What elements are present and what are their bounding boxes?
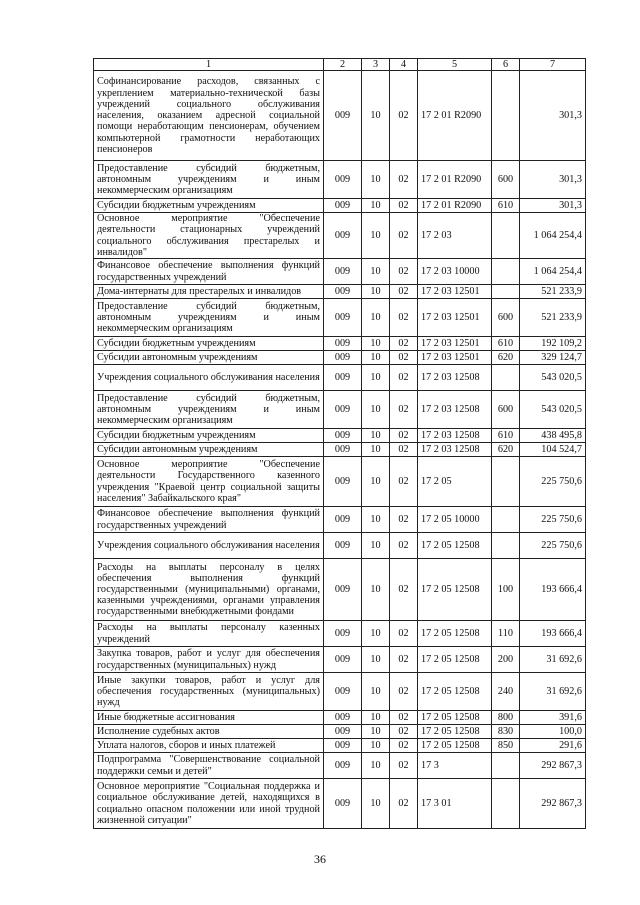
cell-target-article: 17 2 05 12508 [418, 725, 492, 739]
cell-target-article: 17 2 01 R2090 [418, 71, 492, 161]
cell-ministry-code: 009 [324, 725, 362, 739]
table-body [94, 71, 586, 829]
cell-subsection: 02 [390, 213, 418, 259]
cell-subsection: 02 [390, 71, 418, 161]
cell-amount: 543 020,5 [520, 365, 586, 391]
cell-ministry-code: 009 [324, 429, 362, 443]
cell-target-article: 17 2 05 12508 [418, 739, 492, 753]
cell-section: 10 [362, 673, 390, 711]
cell-ministry-code: 009 [324, 337, 362, 351]
cell-subsection: 02 [390, 199, 418, 213]
cell-target-article: 17 2 03 12501 [418, 285, 492, 299]
cell-target-article: 17 2 05 12508 [418, 621, 492, 647]
cell-amount: 192 109,2 [520, 337, 586, 351]
cell-target-article: 17 2 03 12508 [418, 429, 492, 443]
cell-target-article: 17 2 03 12508 [418, 391, 492, 429]
cell-name: Финансовое обеспечение выполнения функций государственных учреждений [94, 259, 324, 285]
cell-name: Субсидии автономным учреждениям [94, 443, 324, 457]
table-row [94, 161, 586, 199]
cell-target-article: 17 2 03 12501 [418, 299, 492, 337]
cell-target-article: 17 2 05 12508 [418, 673, 492, 711]
cell-amount: 193 666,4 [520, 621, 586, 647]
cell-subsection: 02 [390, 285, 418, 299]
cell-amount: 100,0 [520, 725, 586, 739]
cell-name: Расходы на выплаты персоналу казенных учреждений [94, 621, 324, 647]
cell-expense-type: 610 [492, 337, 520, 351]
cell-section: 10 [362, 351, 390, 365]
cell-ministry-code: 009 [324, 559, 362, 621]
cell-expense-type [492, 365, 520, 391]
cell-expense-type [492, 213, 520, 259]
cell-name: Субсидии бюджетным учреждениям [94, 199, 324, 213]
cell-section: 10 [362, 533, 390, 559]
cell-amount: 193 666,4 [520, 559, 586, 621]
cell-name: Иные бюджетные ассигнования [94, 711, 324, 725]
cell-section: 10 [362, 337, 390, 351]
table-row [94, 71, 586, 161]
header-row [94, 59, 586, 71]
cell-name: Субсидии бюджетным учреждениям [94, 337, 324, 351]
cell-subsection: 02 [390, 443, 418, 457]
cell-name: Финансовое обеспечение выполнения функций государственных учреждений [94, 507, 324, 533]
cell-subsection: 02 [390, 559, 418, 621]
cell-name: Субсидии бюджетным учреждениям [94, 429, 324, 443]
cell-section: 10 [362, 559, 390, 621]
table-row [94, 559, 586, 621]
cell-target-article: 17 2 01 R2090 [418, 161, 492, 199]
cell-amount: 104 524,7 [520, 443, 586, 457]
cell-ministry-code: 009 [324, 351, 362, 365]
table-row [94, 213, 586, 259]
cell-expense-type [492, 259, 520, 285]
cell-section: 10 [362, 753, 390, 779]
table-row [94, 429, 586, 443]
cell-subsection: 02 [390, 647, 418, 673]
cell-name: Основное мероприятие "Обеспечение деятельности стационарных учреждений социального обслуживания престарелых и инвалидов" [94, 213, 324, 259]
cell-amount: 301,3 [520, 71, 586, 161]
header-col-7: 7 [520, 59, 586, 71]
cell-subsection: 02 [390, 391, 418, 429]
header-col-1: 1 [94, 59, 324, 71]
cell-target-article: 17 2 03 12508 [418, 365, 492, 391]
cell-ministry-code: 009 [324, 299, 362, 337]
cell-ministry-code: 009 [324, 779, 362, 829]
cell-expense-type: 800 [492, 711, 520, 725]
cell-name: Дома-интернаты для престарелых и инвалидов [94, 285, 324, 299]
cell-subsection: 02 [390, 365, 418, 391]
cell-amount: 521 233,9 [520, 285, 586, 299]
cell-subsection: 02 [390, 753, 418, 779]
cell-expense-type [492, 507, 520, 533]
cell-subsection: 02 [390, 711, 418, 725]
cell-amount: 301,3 [520, 161, 586, 199]
cell-section: 10 [362, 199, 390, 213]
header-col-2: 2 [324, 59, 362, 71]
cell-amount: 301,3 [520, 199, 586, 213]
cell-section: 10 [362, 779, 390, 829]
cell-subsection: 02 [390, 457, 418, 507]
cell-subsection: 02 [390, 725, 418, 739]
cell-expense-type: 620 [492, 351, 520, 365]
cell-subsection: 02 [390, 299, 418, 337]
cell-amount: 438 495,8 [520, 429, 586, 443]
cell-target-article: 17 3 01 [418, 779, 492, 829]
cell-amount: 1 064 254,4 [520, 259, 586, 285]
cell-amount: 543 020,5 [520, 391, 586, 429]
cell-ministry-code: 009 [324, 457, 362, 507]
cell-target-article: 17 2 05 12508 [418, 559, 492, 621]
cell-section: 10 [362, 507, 390, 533]
table-row [94, 391, 586, 429]
cell-ministry-code: 009 [324, 621, 362, 647]
table-row [94, 533, 586, 559]
table-row [94, 443, 586, 457]
header-col-6: 6 [492, 59, 520, 71]
cell-ministry-code: 009 [324, 711, 362, 725]
table-row [94, 351, 586, 365]
cell-expense-type [492, 285, 520, 299]
cell-section: 10 [362, 457, 390, 507]
table-row [94, 199, 586, 213]
cell-ministry-code: 009 [324, 739, 362, 753]
cell-target-article: 17 2 03 12501 [418, 351, 492, 365]
cell-expense-type [492, 71, 520, 161]
cell-expense-type: 610 [492, 199, 520, 213]
cell-target-article: 17 2 01 R2090 [418, 199, 492, 213]
cell-section: 10 [362, 443, 390, 457]
header-col-5: 5 [418, 59, 492, 71]
cell-name: Исполнение судебных актов [94, 725, 324, 739]
cell-subsection: 02 [390, 429, 418, 443]
cell-target-article: 17 2 05 12508 [418, 711, 492, 725]
cell-expense-type: 100 [492, 559, 520, 621]
cell-ministry-code: 009 [324, 365, 362, 391]
cell-section: 10 [362, 647, 390, 673]
cell-ministry-code: 009 [324, 161, 362, 199]
cell-target-article: 17 2 05 10000 [418, 507, 492, 533]
table-row [94, 299, 586, 337]
header-col-4: 4 [390, 59, 418, 71]
budget-table [93, 58, 586, 829]
cell-amount: 1 064 254,4 [520, 213, 586, 259]
cell-expense-type [492, 753, 520, 779]
table-row [94, 365, 586, 391]
cell-expense-type: 830 [492, 725, 520, 739]
cell-target-article: 17 2 05 [418, 457, 492, 507]
cell-expense-type [492, 779, 520, 829]
table-row [94, 507, 586, 533]
cell-amount: 292 867,3 [520, 779, 586, 829]
cell-name: Предоставление субсидий бюджетным, автономным учреждениям и иным некоммерческим организациям [94, 299, 324, 337]
cell-subsection: 02 [390, 621, 418, 647]
cell-name: Предоставление субсидий бюджетным, автономным учреждениям и иным некоммерческим организациям [94, 391, 324, 429]
table-row [94, 753, 586, 779]
cell-expense-type: 110 [492, 621, 520, 647]
page-number: 36 [314, 852, 326, 866]
table-row [94, 285, 586, 299]
table-row [94, 739, 586, 753]
cell-expense-type [492, 533, 520, 559]
cell-amount: 521 233,9 [520, 299, 586, 337]
cell-ministry-code: 009 [324, 259, 362, 285]
cell-section: 10 [362, 299, 390, 337]
table-row [94, 711, 586, 725]
cell-name: Основное мероприятие "Обеспечение деятельности Государственного казенного учреждения "Краевой центр социальной защиты населения" Забайкальского края" [94, 457, 324, 507]
table-row [94, 673, 586, 711]
cell-target-article: 17 2 03 12508 [418, 443, 492, 457]
cell-subsection: 02 [390, 351, 418, 365]
cell-name: Расходы на выплаты персоналу в целях обеспечения выполнения функций государственными (муниципальными) органами, казенными учреждениями, органами управления государственными внебюджетными фондами [94, 559, 324, 621]
cell-ministry-code: 009 [324, 753, 362, 779]
cell-amount: 225 750,6 [520, 457, 586, 507]
cell-section: 10 [362, 711, 390, 725]
cell-amount: 225 750,6 [520, 507, 586, 533]
cell-section: 10 [362, 739, 390, 753]
cell-ministry-code: 009 [324, 507, 362, 533]
table-row [94, 259, 586, 285]
cell-name: Закупка товаров, работ и услуг для обеспечения государственных (муниципальных) нужд [94, 647, 324, 673]
cell-section: 10 [362, 285, 390, 299]
cell-amount: 329 124,7 [520, 351, 586, 365]
cell-subsection: 02 [390, 337, 418, 351]
cell-target-article: 17 2 03 12501 [418, 337, 492, 351]
cell-subsection: 02 [390, 779, 418, 829]
cell-amount: 31 692,6 [520, 647, 586, 673]
cell-section: 10 [362, 391, 390, 429]
table-row [94, 779, 586, 829]
cell-name: Иные закупки товаров, работ и услуг для обеспечения государственных (муниципальных) нужд [94, 673, 324, 711]
cell-ministry-code: 009 [324, 199, 362, 213]
cell-name: Учреждения социального обслуживания населения [94, 533, 324, 559]
cell-target-article: 17 2 03 [418, 213, 492, 259]
cell-name: Субсидии автономным учреждениям [94, 351, 324, 365]
cell-subsection: 02 [390, 739, 418, 753]
cell-expense-type: 600 [492, 299, 520, 337]
cell-subsection: 02 [390, 673, 418, 711]
cell-expense-type: 610 [492, 429, 520, 443]
cell-section: 10 [362, 365, 390, 391]
cell-ministry-code: 009 [324, 647, 362, 673]
cell-section: 10 [362, 71, 390, 161]
cell-name: Подпрограмма "Совершенствование социальной поддержки семьи и детей" [94, 753, 324, 779]
cell-section: 10 [362, 725, 390, 739]
cell-name: Предоставление субсидий бюджетным, автономным учреждениям и иным некоммерческим организациям [94, 161, 324, 199]
cell-ministry-code: 009 [324, 71, 362, 161]
cell-name: Основное мероприятие "Социальная поддержка и социальное обслуживание детей, находящихся в социально опасном положении или иной трудной жизненной ситуации" [94, 779, 324, 829]
cell-subsection: 02 [390, 161, 418, 199]
cell-amount: 225 750,6 [520, 533, 586, 559]
cell-name: Софинансирование расходов, связанных с укреплением материально-технической базы учреждений социального обслуживания населения, оказанием адресной социальной помощи неработающим пенсионерам, обучением компьютерной грамотности неработающих пенсионеров [94, 71, 324, 161]
cell-section: 10 [362, 213, 390, 259]
cell-ministry-code: 009 [324, 443, 362, 457]
cell-ministry-code: 009 [324, 533, 362, 559]
cell-section: 10 [362, 259, 390, 285]
cell-ministry-code: 009 [324, 285, 362, 299]
cell-subsection: 02 [390, 533, 418, 559]
table-row [94, 621, 586, 647]
table-row [94, 457, 586, 507]
cell-target-article: 17 2 05 12508 [418, 647, 492, 673]
cell-ministry-code: 009 [324, 391, 362, 429]
header-col-3: 3 [362, 59, 390, 71]
cell-amount: 391,6 [520, 711, 586, 725]
cell-section: 10 [362, 621, 390, 647]
cell-name: Уплата налогов, сборов и иных платежей [94, 739, 324, 753]
table-row [94, 725, 586, 739]
cell-amount: 31 692,6 [520, 673, 586, 711]
cell-ministry-code: 009 [324, 213, 362, 259]
cell-expense-type: 240 [492, 673, 520, 711]
cell-subsection: 02 [390, 507, 418, 533]
table-row [94, 647, 586, 673]
cell-expense-type: 600 [492, 161, 520, 199]
cell-target-article: 17 2 05 12508 [418, 533, 492, 559]
cell-target-article: 17 2 03 10000 [418, 259, 492, 285]
cell-expense-type: 200 [492, 647, 520, 673]
cell-amount: 292 867,3 [520, 753, 586, 779]
cell-name: Учреждения социального обслуживания населения [94, 365, 324, 391]
cell-section: 10 [362, 429, 390, 443]
cell-ministry-code: 009 [324, 673, 362, 711]
cell-target-article: 17 3 [418, 753, 492, 779]
cell-subsection: 02 [390, 259, 418, 285]
cell-expense-type [492, 457, 520, 507]
cell-expense-type: 850 [492, 739, 520, 753]
cell-expense-type: 620 [492, 443, 520, 457]
cell-expense-type: 600 [492, 391, 520, 429]
cell-amount: 291,6 [520, 739, 586, 753]
cell-section: 10 [362, 161, 390, 199]
table-row [94, 337, 586, 351]
